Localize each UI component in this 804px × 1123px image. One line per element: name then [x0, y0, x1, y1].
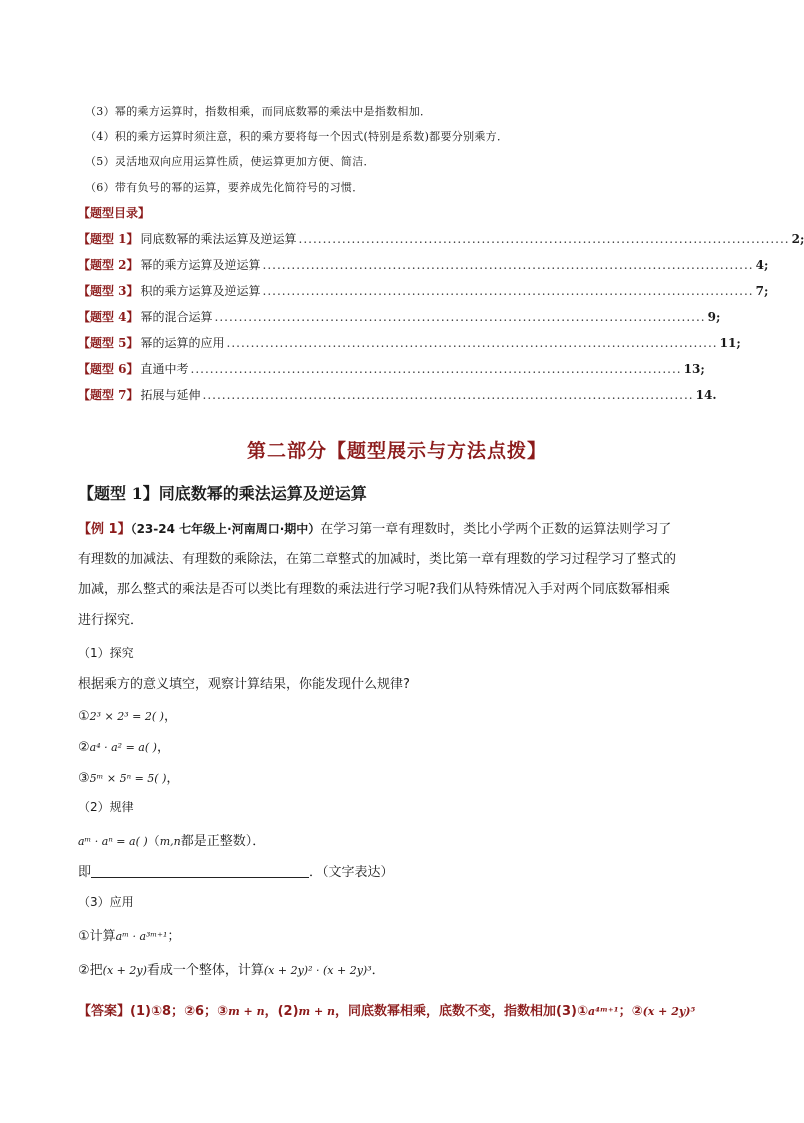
toc-leader-dots: ......................................................................................................: [226, 336, 718, 350]
type1-heading: 【题型 1】同底数幂的乘法运算及逆运算: [78, 484, 367, 503]
toc-item-page: 14.: [695, 388, 717, 402]
toc-item-7[interactable]: [78, 386, 717, 404]
toc-item-page: 9;: [707, 310, 721, 324]
answer-math-3: a⁴ᵐ⁺¹: [587, 1005, 619, 1018]
rule-cond-math: m,n: [159, 835, 181, 848]
rule-cond-text: 都是正整数）．: [180, 834, 266, 849]
toc-item-title: 幂的乘方运算及逆运算: [140, 258, 261, 272]
item-sep: ，: [163, 709, 177, 724]
rule-line: aᵐ · aⁿ = a( )（m,n都是正整数）．: [78, 834, 266, 849]
item-marker: ②: [78, 740, 90, 755]
example-text-1: 在学习第一章有理数时，类比小学两个正数的运算法则学习了: [320, 522, 672, 537]
ji-tail: ．（文字表达）: [309, 865, 394, 880]
item-2-math: a⁴ · a² = a( ): [89, 741, 157, 754]
item-1-math: 2³ × 2³ = 2( ): [89, 710, 164, 723]
toc-item-tag: 【题型 7】: [78, 388, 139, 402]
instruction: 根据乘方的意义填空，观察计算结果，你能发现什么规律?: [78, 677, 410, 692]
answer-part-1: (1)①8；②6；③: [130, 1004, 229, 1019]
note-6: （6）带有负号的幂的运算，要养成先化简符号的习惯．: [85, 181, 364, 194]
item-3-math: 5ᵐ × 5ⁿ = 5( ): [89, 772, 167, 785]
answer-math-2: m + n: [298, 1005, 336, 1018]
toc-item-tag: 【题型 3】: [78, 284, 139, 298]
app2-prefix: ②把: [78, 963, 103, 978]
app1-math: aᵐ · a³ᵐ⁺¹: [115, 930, 168, 943]
example-source: （23-24 七年级上·河南周口·期中）: [130, 522, 321, 536]
app2-math-2: (x + 2y)² · (x + 2y)³: [263, 964, 372, 977]
app1-end: ；: [167, 929, 181, 944]
toc-item-2[interactable]: [78, 256, 769, 274]
ji-line: [78, 861, 394, 880]
toc-item-title: 幂的运算的应用: [140, 336, 225, 350]
toc-item-tag: 【题型 6】: [78, 362, 139, 376]
example-line-2: 有理数的加减法、有理数的乘除法，在第二章整式的加减时，类比第一章有理数的学习过程学习了整式的: [78, 552, 677, 567]
toc-leader-dots: ......................................................................................................: [202, 388, 694, 402]
note-4: （4）积的乘方运算时须注意，积的乘方要将每一个因式(特别是系数)都要分别乘方．: [85, 130, 509, 143]
toc-item-page: 4;: [755, 258, 769, 272]
answer-blank[interactable]: [91, 867, 309, 878]
toc-item-title: 积的乘方运算及逆运算: [140, 284, 261, 298]
toc-item-tag: 【题型 4】: [78, 310, 139, 324]
toc-item-6[interactable]: [78, 360, 705, 378]
app2-mid: 看成一个整体，计算: [146, 963, 264, 978]
item-1: [78, 705, 177, 724]
example-line-4: 进行探究．: [78, 613, 144, 628]
rule-math: aᵐ · aⁿ = a( ): [78, 835, 148, 848]
item-marker: ①: [78, 709, 90, 724]
note-5: （5）灵活地双向应用运算性质，使运算更加方便、简洁．: [85, 155, 375, 168]
part3-label: （3）应用: [78, 895, 134, 909]
toc-item-tag: 【题型 1】: [78, 232, 139, 246]
toc-item-tag: 【题型 5】: [78, 336, 139, 350]
item-sep: ，: [166, 771, 180, 786]
answer-line: [78, 1000, 695, 1019]
item-sep: ，: [156, 740, 170, 755]
toc-item-page: 7;: [755, 284, 769, 298]
app1-prefix: ①计算: [78, 929, 116, 944]
answer-part-3: ，同底数幂相乘，底数不变，指数相加(3)①: [335, 1004, 588, 1019]
toc-item-title: 幂的混合运算: [140, 310, 213, 324]
toc-leader-dots: ......................................................................................................: [190, 362, 682, 376]
toc-leader-dots: ......................................................................................................: [214, 310, 706, 324]
toc-item-page: 2;: [791, 232, 804, 246]
toc-item-1[interactable]: [78, 230, 804, 248]
toc-item-4[interactable]: [78, 308, 721, 326]
toc-item-page: 13;: [683, 362, 705, 376]
item-3: [78, 767, 179, 786]
toc-leader-dots: ......................................................................................................: [262, 284, 754, 298]
example-line-1: [78, 518, 671, 537]
answer-part-2: ，(2): [264, 1004, 299, 1019]
toc-item-title: 直通中考: [140, 362, 189, 376]
item-2: [78, 736, 170, 755]
toc-item-title: 同底数幂的乘法运算及逆运算: [140, 232, 297, 246]
toc-leader-dots: ......................................................................................................: [262, 258, 754, 272]
answer-part-4: ；②: [618, 1004, 643, 1019]
answer-tag: 【答案】: [78, 1004, 131, 1019]
example-tag: 【例 1】: [78, 522, 131, 537]
app2-math-1: (x + 2y): [102, 964, 147, 977]
answer-math-1: m + n: [228, 1005, 265, 1018]
toc-item-title: 拓展与延伸: [140, 388, 201, 402]
ji-label: 即: [78, 865, 92, 880]
toc-leader-dots: ......................................................................................................: [298, 232, 790, 246]
toc-item-page: 11;: [719, 336, 741, 350]
toc-item-3[interactable]: [78, 282, 769, 300]
example-line-3: 加减，那么整式的乘法是否可以类比有理数的乘法进行学习呢?我们从特殊情况入手对两个同底数幂相乘: [78, 582, 670, 597]
app-2: [78, 959, 385, 978]
note-3: （3）幂的乘方运算时，指数相乘，而同底数幂的乘法中是指数相加．: [85, 105, 432, 118]
toc-item-5[interactable]: [78, 334, 741, 352]
app2-end: ．: [371, 963, 385, 978]
answer-math-4: (x + 2y)⁵: [642, 1005, 696, 1018]
part1-label: （1）探究: [78, 646, 134, 660]
toc-heading: 【题型目录】: [78, 206, 151, 220]
section-title: 第二部分【题型展示与方法点拨】: [246, 440, 547, 462]
app-1: [78, 925, 180, 944]
item-marker: ③: [78, 771, 90, 786]
part2-label: （2）规律: [78, 800, 134, 814]
toc-item-tag: 【题型 2】: [78, 258, 139, 272]
